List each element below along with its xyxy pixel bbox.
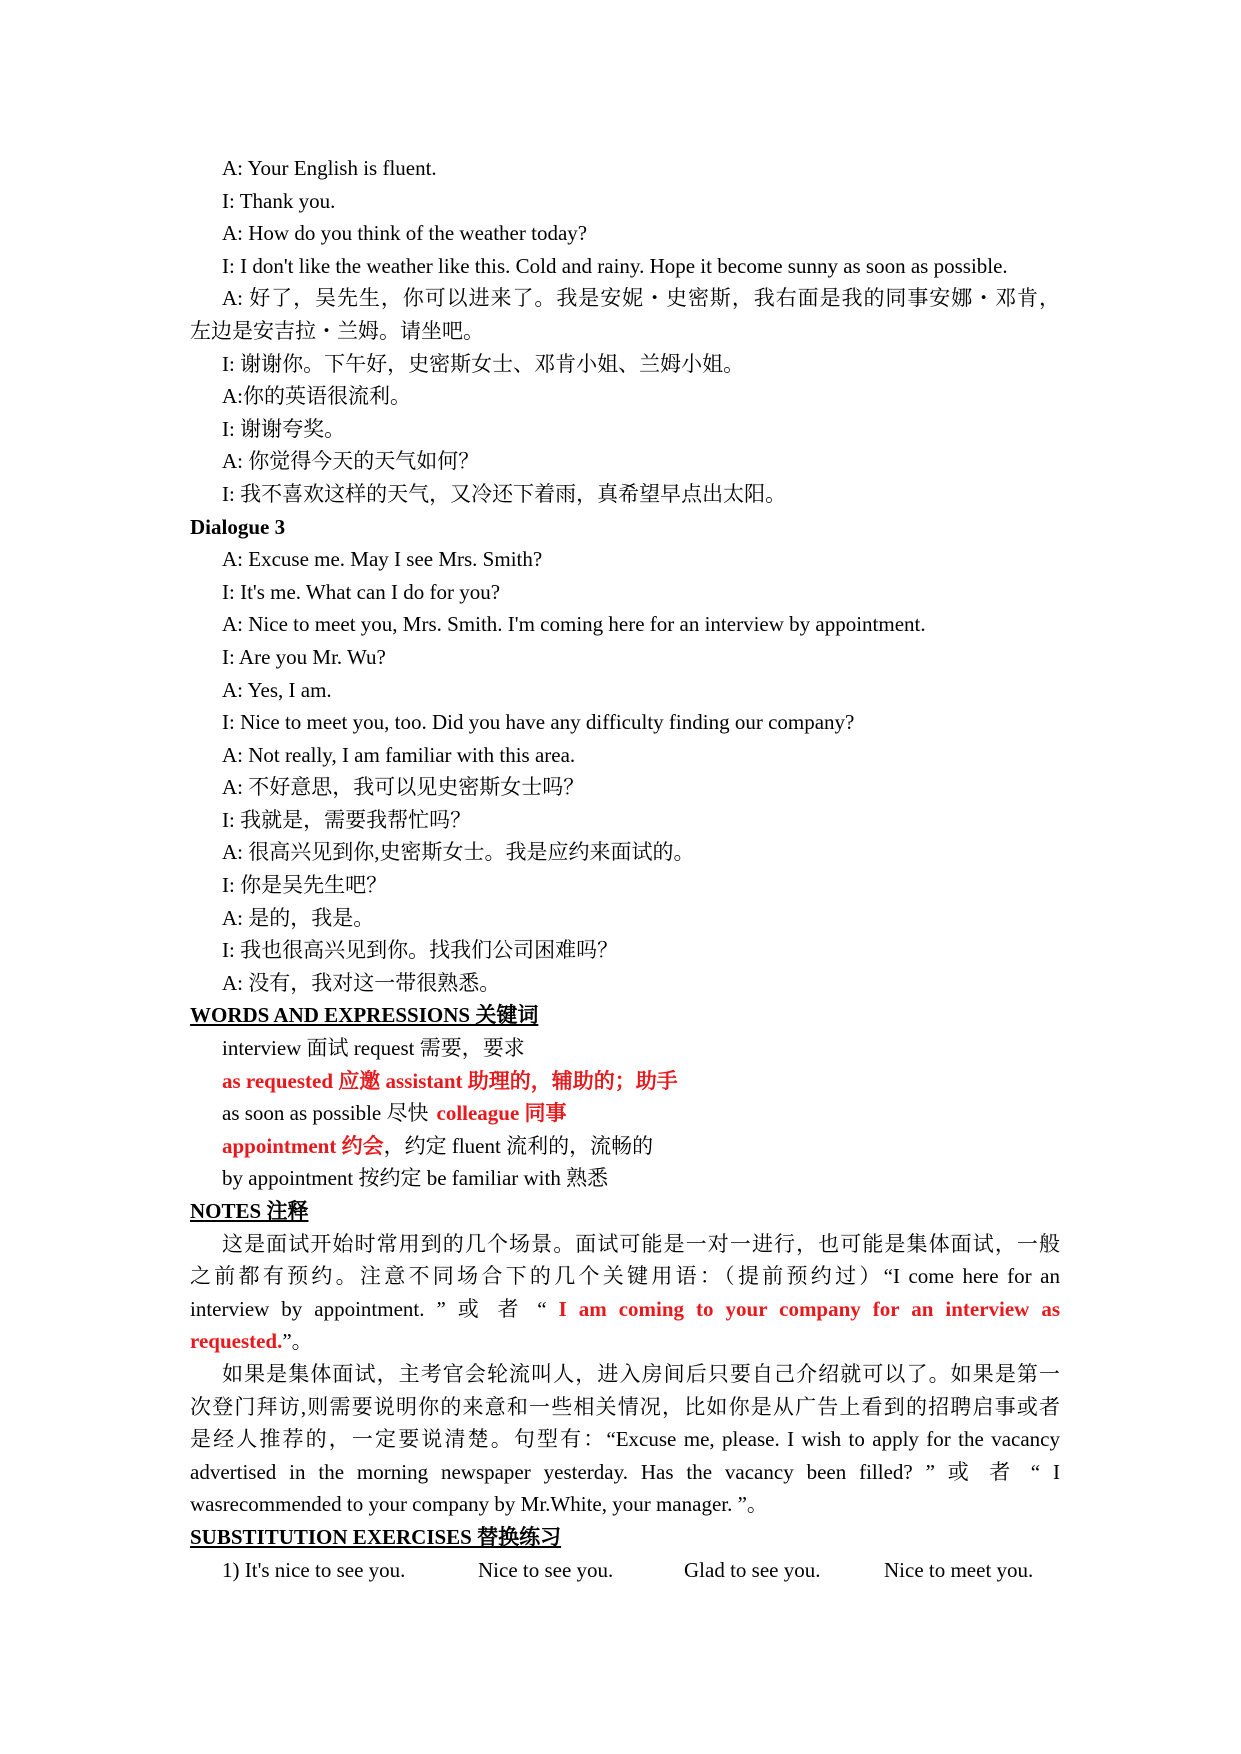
- notes-text: 之前都有预约。注意不同场合下的几个关键用语：（提前预约过）“I come here for an: [190, 1264, 1060, 1289]
- notes-highlight: I am coming to your company for an interview as: [558, 1296, 1060, 1321]
- dialogue-line-cn: I: 我不喜欢这样的天气，又冷还下着雨，真希望早点出太阳。: [222, 481, 787, 506]
- dialogue-line: I: I don't like the weather like this. Cold and rainy. Hope it become sunny as soon as possible.: [222, 253, 1008, 278]
- notes-text: advertised in the morning newspaper yesterday. Has the vacancy been filled? ” 或 者 “ I: [190, 1459, 1060, 1484]
- dialogue-line: A: Not really, I am familiar with this area.: [222, 742, 576, 767]
- dialogue-line-cn: A: 没有，我对这一带很熟悉。: [222, 970, 501, 995]
- vocab-row-highlight: as requested 应邀 assistant 助理的，辅助的；助手: [222, 1068, 678, 1093]
- dialogue-line-cn: A: 是的，我是。: [222, 905, 375, 930]
- vocab-term: as soon as possible 尽快: [222, 1101, 429, 1126]
- dialogue-line: I: Nice to meet you, too. Did you have any difficulty finding our company?: [222, 710, 855, 735]
- vocab-term-highlight: appointment 约会: [222, 1133, 384, 1158]
- vocab-row: [190, 1097, 1060, 1130]
- words-heading: [190, 999, 1060, 1032]
- substitution-item: Nice to meet you.: [884, 1557, 1034, 1582]
- vocab-term: ，约定 fluent 流利的，流畅的: [383, 1133, 654, 1158]
- substitution-heading-text: SUBSTITUTION EXERCISES 替换练习: [190, 1524, 562, 1549]
- notes-text: 是经人推荐的，一定要说清楚。句型有：“Excuse me, please. I wish to apply for the vacancy: [190, 1427, 1060, 1452]
- words-heading-text: WORDS AND EXPRESSIONS 关键词: [190, 1003, 539, 1028]
- substitution-item: Nice to see you.: [478, 1557, 614, 1582]
- dialogue-line: A: Nice to meet you, Mrs. Smith. I'm coming here for an interview by appointment.: [222, 612, 926, 637]
- vocab-row: [190, 1130, 1060, 1163]
- dialogue-3-title: Dialogue 3: [190, 514, 286, 539]
- substitution-heading: [190, 1521, 1060, 1554]
- notes-text: wasrecommended to your company by Mr.White, your manager. ”。: [190, 1492, 768, 1517]
- dialogue-line: A: How do you think of the weather today?: [222, 221, 588, 246]
- notes-highlight: requested.: [190, 1329, 283, 1354]
- dialogue-line-cn: 左边是安吉拉・兰姆。请坐吧。: [190, 318, 484, 343]
- substitution-item: Glad to see you.: [684, 1557, 821, 1582]
- dialogue-line-cn: A: 好了，吴先生，你可以进来了。我是安妮・史密斯，我右面是我的同事安娜・邓肯，: [222, 286, 1060, 311]
- notes-text: [190, 1293, 1060, 1326]
- notes-heading: [190, 1195, 1060, 1228]
- dialogue-line: I: Are you Mr. Wu?: [222, 644, 386, 669]
- substitution-item: 1) It's nice to see you.: [222, 1557, 406, 1582]
- dialogue-line: I: Thank you.: [222, 188, 336, 213]
- dialogue-line-cn: I: 谢谢你。下午好，史密斯女士、邓肯小姐、兰姆小姐。: [222, 351, 745, 376]
- notes-text-part: ”。: [282, 1329, 313, 1354]
- dialogue-line: A: Yes, I am.: [222, 677, 332, 702]
- substitution-row: [190, 1554, 1060, 1587]
- dialogue-line: A: Your English is fluent.: [222, 156, 437, 180]
- dialogue-line: A: Excuse me. May I see Mrs. Smith?: [222, 547, 543, 572]
- notes-text: 这是面试开始时常用到的几个场景。面试可能是一对一进行，也可能是集体面试，一般: [222, 1231, 1060, 1256]
- vocab-row: interview 面试 request 需要，要求: [222, 1036, 525, 1061]
- dialogue-line-cn: A:你的英语很流利。: [222, 384, 411, 409]
- dialogue-line-cn: I: 你是吴先生吧？: [222, 873, 388, 898]
- vocab-row: by appointment 按约定 be familiar with 熟悉: [222, 1166, 609, 1191]
- dialogue-line-cn: I: 谢谢夸奖。: [222, 416, 346, 441]
- notes-text: 如果是集体面试，主考官会轮流叫人，进入房间后只要自己介绍就可以了。如果是第一: [222, 1361, 1060, 1386]
- document-body: [190, 152, 1060, 1586]
- notes-text: 次登门拜访,则需要说明你的来意和一些相关情况，比如你是从广告上看到的招聘启事或者: [190, 1394, 1060, 1419]
- vocab-term-highlight: colleague 同事: [436, 1101, 567, 1126]
- dialogue-line-cn: I: 我也很高兴见到你。找我们公司困难吗？: [222, 938, 619, 963]
- dialogue-line-cn: I: 我就是，需要我帮忙吗？: [222, 807, 472, 832]
- notes-text-part: interview by appointment. ” 或 者 “: [190, 1296, 547, 1321]
- dialogue-line-cn: A: 你觉得今天的天气如何？: [222, 449, 480, 474]
- dialogue-line-cn: A: 不好意思，我可以见史密斯女士吗？: [222, 775, 585, 800]
- dialogue-line: I: It's me. What can I do for you?: [222, 579, 501, 604]
- dialogue-line-cn: A: 很高兴见到你,史密斯女士。我是应约来面试的。: [222, 840, 695, 865]
- notes-heading-text: NOTES 注释: [190, 1199, 309, 1223]
- notes-text: [190, 1325, 1060, 1358]
